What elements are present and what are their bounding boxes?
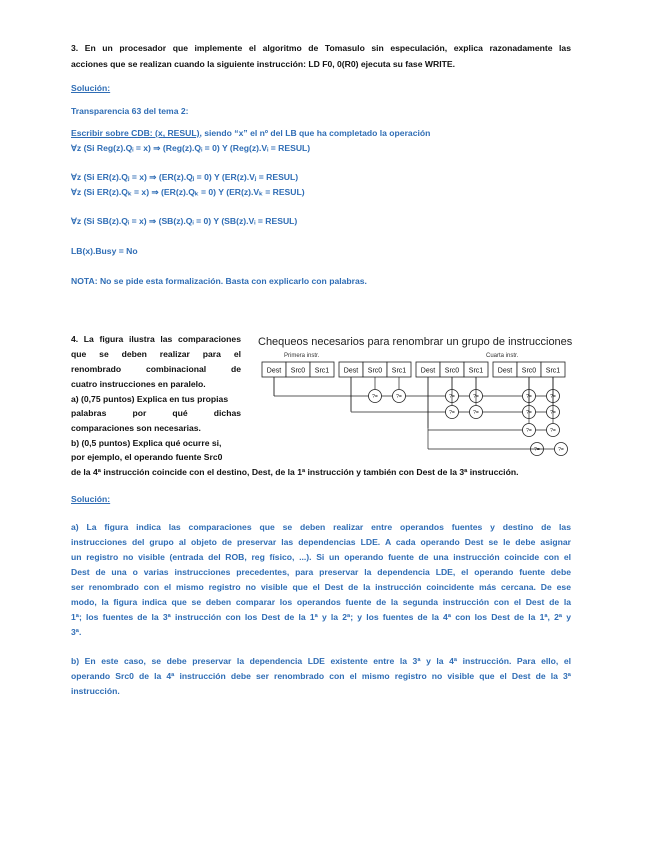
sol-a-line-4: Dest de una o varias instrucciones precedentes, para preservar la dependencia LDE, el operando fuente debe xyxy=(71,567,571,577)
register-cell-label: Src1 xyxy=(545,367,561,375)
comparator-label: ?= xyxy=(473,394,479,400)
comparator-label: ?= xyxy=(372,394,378,400)
q3-nota: NOTA: No se pide esta formalización. Basta con explicarlo con palabras. xyxy=(71,276,367,286)
sol-b-line-2: operando Src0 de la 4ª instrucción debe ser renombrado con el mismo registro no visible que el Dest de la 3ª xyxy=(71,671,571,681)
comparator-label: ?= xyxy=(550,394,556,400)
sol-a-line-5: ser renombrado con el mismo registro no visible que el Dest de la instrucción coincidente más cercana. De ese xyxy=(71,582,571,592)
register-cell-label: Dest xyxy=(266,367,282,375)
q3-cdb-line xyxy=(71,126,571,141)
sol-b-line-1: b) En este caso, se debe preservar la dependencia LDE existente entre la 3ª y la 4ª instrucción. Para ello, el xyxy=(71,656,571,666)
register-cell-label: Src1 xyxy=(468,367,484,375)
comparator-label: ?= xyxy=(558,447,564,453)
q3-formula-reg: ∀z (Si Reg(z).Qᵢ = x) ⇒ (Reg(z).Qᵢ = 0) Y (Reg(z).Vᵢ = RESUL) xyxy=(71,143,311,153)
comparator-label: ?= xyxy=(550,428,556,434)
comparator-label: ?= xyxy=(526,428,532,434)
sol-a-line-6: modo, la figura indica que se deben comparar los operandos fuente de la segunda instrucción con el Dest de la xyxy=(71,597,571,607)
sol-a-line-7: 1ª; los fuentes de la 3ª instrucción con los Dest de la 1ª y la 2ª; y los fuentes de la 4ª con los Dest de la 1ª, 2ª y xyxy=(71,612,571,622)
q4-line-4: cuatro instrucciones en paralelo. xyxy=(71,379,206,389)
register-cell-label: Dest xyxy=(420,367,436,375)
q4-line-1: 4. La figura ilustra las comparaciones xyxy=(71,334,241,344)
q3-cdb-underlined: Escribir sobre CDB: (x, RESUL) xyxy=(71,128,200,138)
q4-line-6: palabras por qué dichas xyxy=(71,408,241,418)
renaming-figure xyxy=(258,333,578,463)
register-cell-label: Dest xyxy=(343,367,359,375)
figure-diagram xyxy=(258,333,578,463)
q3-reference: Transparencia 63 del tema 2: xyxy=(71,106,189,116)
register-cell-label: Src0 xyxy=(521,367,537,375)
q3-solution-label: Solución: xyxy=(71,83,111,93)
q4-line-8: b) (0,5 puntos) Explica qué ocurre si, xyxy=(71,438,222,448)
q4-last-line: de la 4ª instrucción coincide con el destino, Dest, de la 1ª instrucción y también con Dest de la 3ª instrucción. xyxy=(71,467,519,477)
q3-statement-line1: 3. En un procesador que implemente el algoritmo de Tomasulo sin especulación, explica razonadamente las xyxy=(71,43,571,53)
comparator-label: ?= xyxy=(550,410,556,416)
register-cell-label: Src0 xyxy=(444,367,460,375)
q3-formula-er-j: ∀z (Si ER(z).Qⱼ = x) ⇒ (ER(z).Qⱼ = 0) Y (ER(z).Vⱼ = RESUL) xyxy=(71,172,299,182)
q4-line-2: que se deben realizar para el xyxy=(71,349,241,359)
comparator-label: ?= xyxy=(526,394,532,400)
q3-cdb-rest: , siendo “x” el nº del LB que ha completado la operación xyxy=(199,128,431,138)
register-cell-label: Dest xyxy=(497,367,513,375)
q4-line-5: a) (0,75 puntos) Explica en tus propias xyxy=(71,394,229,404)
caption-first-instr: Primera instr. xyxy=(284,353,320,359)
q3-formula-er-k: ∀z (Si ER(z).Qₖ = x) ⇒ (ER(z).Qₖ = 0) Y (ER(z).Vₖ = RESUL) xyxy=(71,187,305,197)
register-cell-label: Src0 xyxy=(290,367,306,375)
sol-a-line-1: a) La figura indica las comparaciones que se deben realizar entre operandos fuentes y destino de las xyxy=(71,522,571,532)
q3-formula-sb: ∀z (Si SB(z).Qᵢ = x) ⇒ (SB(z).Qᵢ = 0) Y (SB(z).Vᵢ = RESUL) xyxy=(71,216,298,226)
comparator-label: ?= xyxy=(449,410,455,416)
sol-a-line-2: instrucciones del grupo al objeto de preservar las dependencias LDE. A cada operando Dest se le debe asignar xyxy=(71,537,571,547)
q4-line-7: comparaciones son necesarias. xyxy=(71,423,201,433)
q4-solution-label: Solución: xyxy=(71,494,111,504)
comparator-label: ?= xyxy=(526,410,532,416)
sol-b-last: instrucción. xyxy=(71,686,120,696)
q3-statement-line2: acciones que se realizan cuando la siguiente instrucción: LD F0, 0(R0) ejecuta su fase WRITE. xyxy=(71,59,455,69)
sol-a-last: 3ª. xyxy=(71,627,82,637)
caption-fourth-instr: Cuarta instr. xyxy=(486,353,519,359)
comparator-label: ?= xyxy=(396,394,402,400)
comparator-label: ?= xyxy=(449,394,455,400)
q4-line-9: por ejemplo, el operando fuente Src0 xyxy=(71,452,223,462)
q3-lb-busy: LB(x).Busy = No xyxy=(71,246,138,256)
register-cell-label: Src0 xyxy=(367,367,383,375)
comparator-label: ?= xyxy=(473,410,479,416)
comparator-label: ?= xyxy=(534,447,540,453)
q4-line-3: renombrado combinacional de xyxy=(71,364,241,374)
figure-title: Chequeos necesarios para renombrar un grupo de instrucciones xyxy=(258,336,573,348)
sol-a-line-3: un registro no visible (entrada del ROB, reg físico, ...). Si un operando fuente de una instrucción coincide con el xyxy=(71,552,571,562)
register-cell-label: Src1 xyxy=(314,367,330,375)
register-cell-label: Src1 xyxy=(391,367,407,375)
